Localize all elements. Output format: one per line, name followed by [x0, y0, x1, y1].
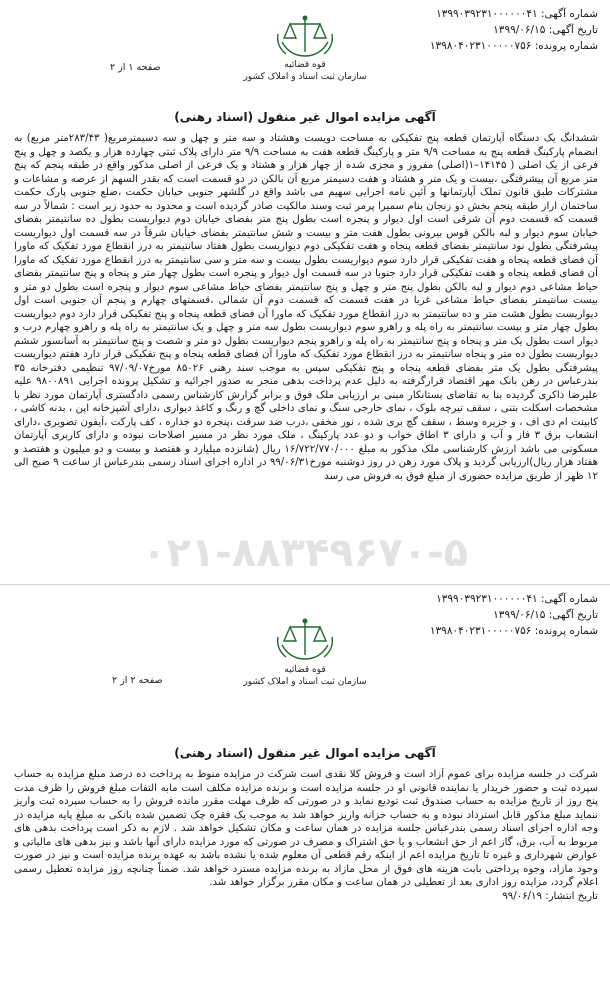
ad-number: شماره آگهی: ۱۳۹۹۰۳۹۲۳۱۰۰۰۰۰۰۴۱: [436, 593, 598, 605]
announcement-body: ششدانگ یک دستگاه آپارتمان قطعه پنج تفکیکی به مساحت دویست وهشتاد و سه متر و چهل و سه دسیمترمربع( ۲۸۳/۴۳متر مربع) به انضمام پارکینگ قطعه پنج به مساحت ۹/۹ متر و پارکینگ قطعه هفت به مساحت ۹/۹ متر دارای پلاک ثبتی چهارده هزار و یکصد و چهل و پنج فرعی از یک اصلی ( ۱۴۱۴۵–۱(اصلی) مفروز و مجزی شده از چهار هزار و هشتاد و یک فرعی از اصلی مذکور واقع در طبقه پنجم که پنج متر مربع آن پیشرفتگی ،بیست و یک متر و هشتاد و هفت دسیمتر مربع آن بالکن در دو قسمت است که بقدر السهم از عرصه و مشاعات و مشترکات طبق قانون تملک آپارتمانها و آئین نامه اجرایی سهیم می باشد واقع در گلشهر جنوبی خیابان حکمت ،ضلع جنوبی پارک حکمت ساختمان اراز طبقه پنجم بخش دو زنجان بنام سمیرا پرمر ثبت وسند مالکیت صادر گردیده است و محدود به حدود زیر است : شمالاً در سه قسمت که قسمت دوم آن شرقی است اول دیوار و پنجره است بطول پنج متر بفضای خیابان دوم دیواریست بطول ده سانتیمتر بفضای خیابان سوم دیوار و لبه بالکن قوس بیرونی بطول هفت متر و بیست و شش سانتیمتر بفضای خیابان شرقاً در سه قسمت اول دیواریست پیشرفتگی بطول نود سانتیمتر بفضای قطعه پنجاه و هفت تفکیکی دوم دیواریست بطول هفتاد سانتیمتر به درز انقطاع مورد تفکیک که ماورا آن فضای قطعه پنجاه و هفت تفکیکی قرار دارد سوم دیواریست بطول بیست و سه متر و سی سانتیمتر به درز انقطاع مورد تفکیک که ماورا آن فضای قطعه پنجاه و هفت تفکیکی قرار دارد جنوبا در سه قسمت اول دیوار و پنجره است بطول چهار متر و پنجاه و پنج سانتیمتر بفضای حیاط مشاعی دوم دیوار و لبه بالکن بطول پنج متر و چهل و پنج سانتیمتر بفضای حیاط مشاعی سوم دیوار و پنجره است بطول دو متر و بیست سانتیمتر بفضای حیاط مشاعی غربا در هفت قسمت که قسمت دوم آن شمالی ،قسمتهای چهارم و پنجم آن جنوبی است اول دیواریست بطول هشت متر و ده سانتیمتر به درز انقطاع مورد تفکیک که ماورا آن فضای قطعه پنجاه و پنج تفکیکی قرار دارد دوم دیواریست بطول چهار متر و بیست سانتیمتر به راه پله و راهرو سوم دیواریست بطول سه متر و چهل و یک سانتیمتر به راه پله و راهرو چهارم درب و دیوار است بطول یک متر و پنجاه و پنج سانتیمتر به راه پله و راهرو پنجم دیواریست بطول دو متر و شصت و پنج سانتیمتر به آسانسور ششم دیواریست بطول ده متر و پنجاه سانتیمتر به درز انقطاع مورد تفکیک که ماورا آن فضای قطعه پنجاه و پنج تفکیکی قرار دارد هفتم دیواریست پیشرفتگی بطول یک متر بفضای قطعه پنجاه و پنج تفکیکی سپس به موجب سند رهنی ۸۵۰۲۶ مورخ۹۷/۰۹/۰۷ تنظیمی دفترخانه ۳۵ بندرعباس در رهن بانک مهر اقتصاد قرارگرفته به دلیل عدم پرداخت بدهی منجر به صدور اجرائیه و تشکیل پرونده اجرایی ۹۸۰۰۸۹۱ علیه علیرضا ذاکری گردیده بنا به تقاضای بستانکار مبنی بر ارزیابی ملک فوق و برابر گزارش کارشناس رسمی دادگستری آپارتمان مورد نظر با مشخصات اسکلت بتنی ، سقف تیرچه بلوک ، نمای خارجی سنگ و نمای داخلی گچ و رنگ و کاغذ دیواری ،دارای آشپزخانه اپن ، بدنه کاشی ، کابینت ام دی اف ، و جزیره وسط ، سقف گچ بری شده ، نور مخفی ،درب ضد سرقت ،پنجره دو جداره ، کف پارکت ،آیفون تصویری ،دارای انشعاب برق ۳ فاز و آب و دارای ۳ اطاق خواب و دو عدد پارکینگ ، ملک مورد نظر در مسیر اصلاحات نبوده و دارای کاربری آپارتمان مسکونی می باشد ارزش کارشناسی ملک مذکور به مبلغ ۱۶/۷۲۲/۷۷۰/۰۰۰ ریال (شانزده میلیارد و هفتصد و بیست و دو میلیون و هفتصد و هفتاد هزار ریال)ارزیابی گردید و پلاک مورد رهن در روز دوشنبه مورخ۹۹/۰۶/۳۱ در اداره اجرای اسناد رسمی بندرعباس از ساعت ۹ صبح الی ۱۲ ظهر از طریق مزایده حضوری از مبلغ فوق به فروش می رسد: [14, 133, 598, 482]
case-number: شماره پرونده: ۱۳۹۸۰۴۰۲۳۱۰۰۰۰۰۷۵۶: [429, 625, 598, 637]
ad-date: تاریخ آگهی: ۱۳۹۹/۰۶/۱۵: [493, 609, 598, 621]
org-registry: سازمان ثبت اسناد و املاک کشور: [243, 677, 367, 687]
page-number: صفحه ۲ از ۲: [112, 675, 163, 686]
org-judiciary: قوه قضائیه: [284, 665, 326, 675]
announcement-heading: آگهی مزایده اموال غیر منقول (اسناد رهنی): [174, 110, 436, 124]
ad-number: شماره آگهی: ۱۳۹۹۰۳۹۲۳۱۰۰۰۰۰۰۴۱: [436, 8, 598, 20]
phone-watermark: ۰۲۱-۸۸۳۴۹۶۷۰-۵: [141, 530, 469, 576]
org-judiciary: قوه قضائیه: [284, 60, 326, 70]
publish-date: تاریخ انتشار: ۹۹/۰۶/۱۹: [502, 890, 598, 902]
ad-date: تاریخ آگهی: ۱۳۹۹/۰۶/۱۵: [493, 24, 598, 36]
ad-metadata: [430, 591, 598, 639]
page-number: صفحه ۱ از ۲: [110, 62, 161, 73]
announcement-body: [14, 768, 598, 981]
judiciary-emblem-icon: [270, 615, 340, 663]
judiciary-emblem-icon: [270, 12, 340, 60]
terms-text: شرکت در جلسه مزایده برای عموم آزاد است و فروش کلا نقدی است شرکت در مزایده منوط به پرداخت ده درصد مبلغ مزایده به حساب سپرده ثبت و حضور خریدار یا نماینده قانونی او در جلسه مزایده است و برنده مزایده مکلف است مابه التفات مبلغ فروش را ظرف مدت پنج روز از تاریخ مزایده به حساب صندوق ثبت تودیع نماید و در صورتی که ظرف مهلت مقرر مانده فروش را به حساب سپرده ثبت واریز ننماید مبلغ مذکور قابل استرداد نبوده و به حساب خزانه واریز خواهد شد به موجب یک فقره چک تضمین شده بانکی به مبلغ پایه مزایده در وجه اداره اجرای اسناد رسمی بندرعباس جلسه مزایده در همان ساعت و مکان تشکیل خواهد شد . لازم به ذکر است پرداخت بدهی های مربوط به آب، برق، گاز اعم از حق انشعاب و یا حق اشتراک و مصرف در صورتی که مورد مزایده دارای آنها باشد و نیز بدهی های مالیاتی و عوارض شهرداری و غیره تا تاریخ مزایده اعم از اینکه رقم قطعی آن معلوم شده یا نشده باشد به عهده برنده مزایده است و نیز در صورت وجود مازاد، وجوه پرداختی بابت هزینه های فوق از محل مازاد به برنده مزایده مسترد خواهد شد. ضمناً چنانچه روز مزایده تعطیل رسمی اعلام گردد، مزایده روز اداری بعد از تعطیلی در همان ساعت و مکان مقرر برگزار خواهد شد.: [14, 769, 598, 888]
announcement-heading: آگهی مزایده اموال غیر منقول (اسناد رهنی): [174, 746, 436, 760]
ad-metadata: [430, 6, 598, 54]
org-registry: سازمان ثبت اسناد و املاک کشور: [243, 72, 367, 82]
announcement-page-2: [0, 585, 610, 984]
case-number: شماره پرونده: ۱۳۹۸۰۴۰۲۳۱۰۰۰۰۰۷۵۶: [429, 40, 598, 52]
